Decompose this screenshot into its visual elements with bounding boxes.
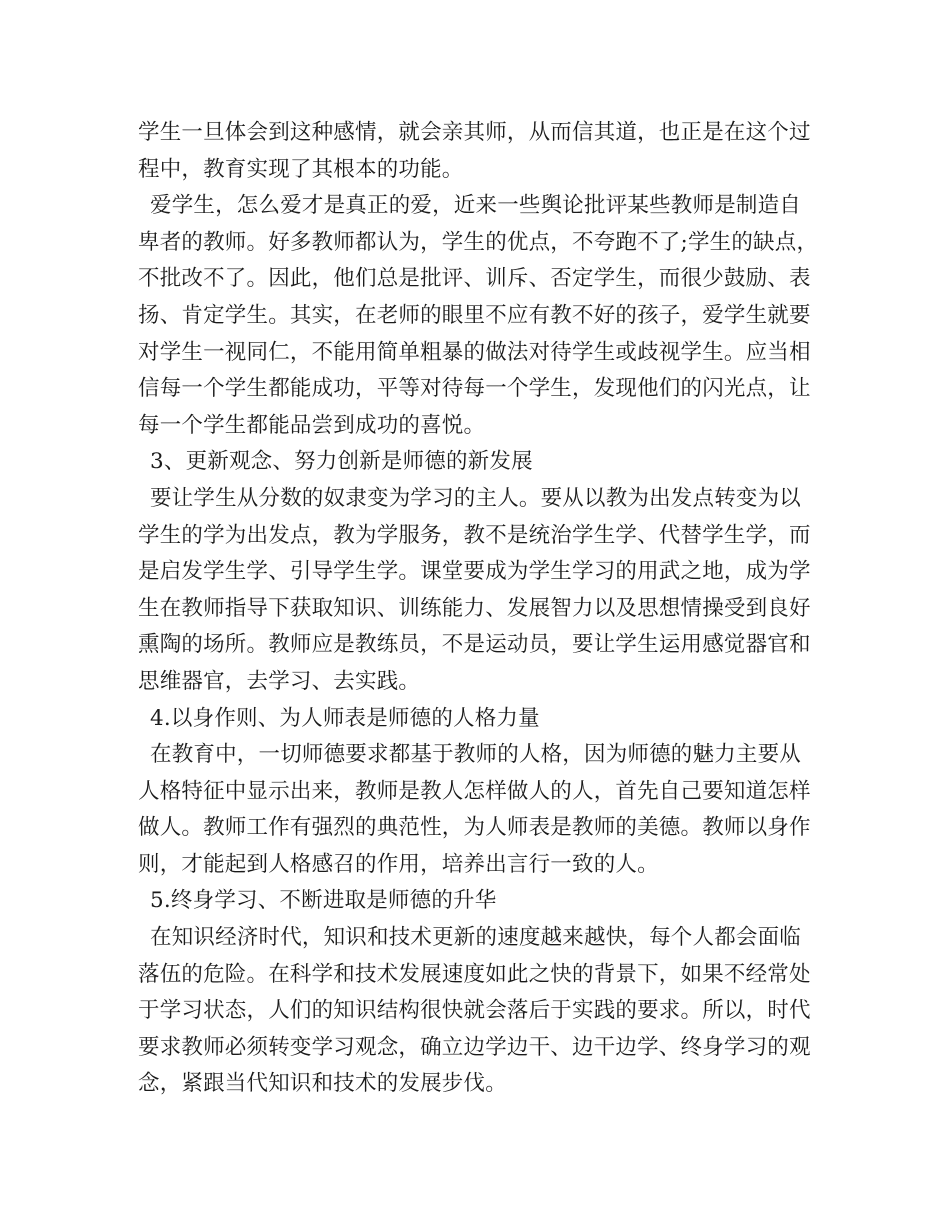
text-line: 每一个学生都能品尝到成功的喜悦。 bbox=[138, 412, 486, 438]
text-line: 思维器官，去学习、去实践。 bbox=[138, 668, 421, 694]
text-line: 人格特征中显示出来，教师是教人怎样做人的人，首先自己要知道怎样 bbox=[138, 778, 811, 804]
text-line: 信每一个学生都能成功，平等对待每一个学生，发现他们的闪光点，让 bbox=[138, 376, 811, 402]
paragraph-start-line: 在知识经济时代，知识和技术更新的速度越来越快，每个人都会面临 bbox=[150, 925, 802, 951]
text-line: 做人。教师工作有强烈的典范性，为人师表是教师的美德。教师以身作 bbox=[138, 815, 811, 841]
text-line: 不批改不了。因此，他们总是批评、训斥、否定学生，而很少鼓励、表 bbox=[138, 266, 811, 292]
text-line: 是启发学生学、引导学生学。课堂要成为学生学习的用武之地，成为学 bbox=[138, 559, 811, 585]
paragraph-start-line: 在教育中，一切师德要求都基于教师的人格，因为师德的魅力主要从 bbox=[150, 742, 802, 768]
section-heading-4: 4.以身作则、为人师表是师德的人格力量 bbox=[150, 705, 540, 731]
text-line: 熏陶的场所。教师应是教练员，不是运动员，要让学生运用感觉器官和 bbox=[138, 632, 811, 658]
paragraph-start-line: 要让学生从分数的奴隶变为学习的主人。要从以教为出发点转变为以 bbox=[150, 485, 802, 511]
text-line: 要求教师必须转变学习观念，确立边学边干、边干边学、终身学习的观 bbox=[138, 1034, 811, 1060]
section-heading-3: 3、更新观念、努力创新是师德的新发展 bbox=[150, 449, 533, 475]
document-body bbox=[138, 115, 818, 1103]
text-line: 念，紧跟当代知识和技术的发展步伐。 bbox=[138, 1071, 507, 1097]
text-line: 生在教师指导下获取知识、训练能力、发展智力以及思想情操受到良好 bbox=[138, 595, 811, 621]
section-heading-5: 5.终身学习、不断进取是师德的升华 bbox=[150, 888, 497, 914]
text-line: 则，才能起到人格感召的作用，培养出言行一致的人。 bbox=[138, 851, 659, 877]
text-line: 于学习状态，人们的知识结构很快就会落后于实践的要求。所以，时代 bbox=[138, 998, 811, 1024]
text-line: 程中，教育实现了其根本的功能。 bbox=[138, 156, 464, 182]
text-line: 学生一旦体会到这种感情，就会亲其师，从而信其道，也正是在这个过 bbox=[138, 120, 811, 145]
paragraph-start-line: 爱学生，怎么爱才是真正的爱，近来一些舆论批评某些教师是制造自 bbox=[150, 193, 802, 219]
text-line: 卑者的教师。好多教师都认为，学生的优点，不夸跑不了;学生的缺点， bbox=[138, 229, 819, 255]
text-line: 学生的学为出发点，教为学服务，教不是统治学生学、代替学生学，而 bbox=[138, 522, 811, 548]
text-line: 落伍的危险。在科学和技术发展速度如此之快的背景下，如果不经常处 bbox=[138, 961, 811, 987]
text-line: 对学生一视同仁，不能用简单粗暴的做法对待学生或歧视学生。应当相 bbox=[138, 339, 811, 365]
text-line: 扬、肯定学生。其实，在老师的眼里不应有教不好的孩子，爱学生就要 bbox=[138, 302, 811, 328]
